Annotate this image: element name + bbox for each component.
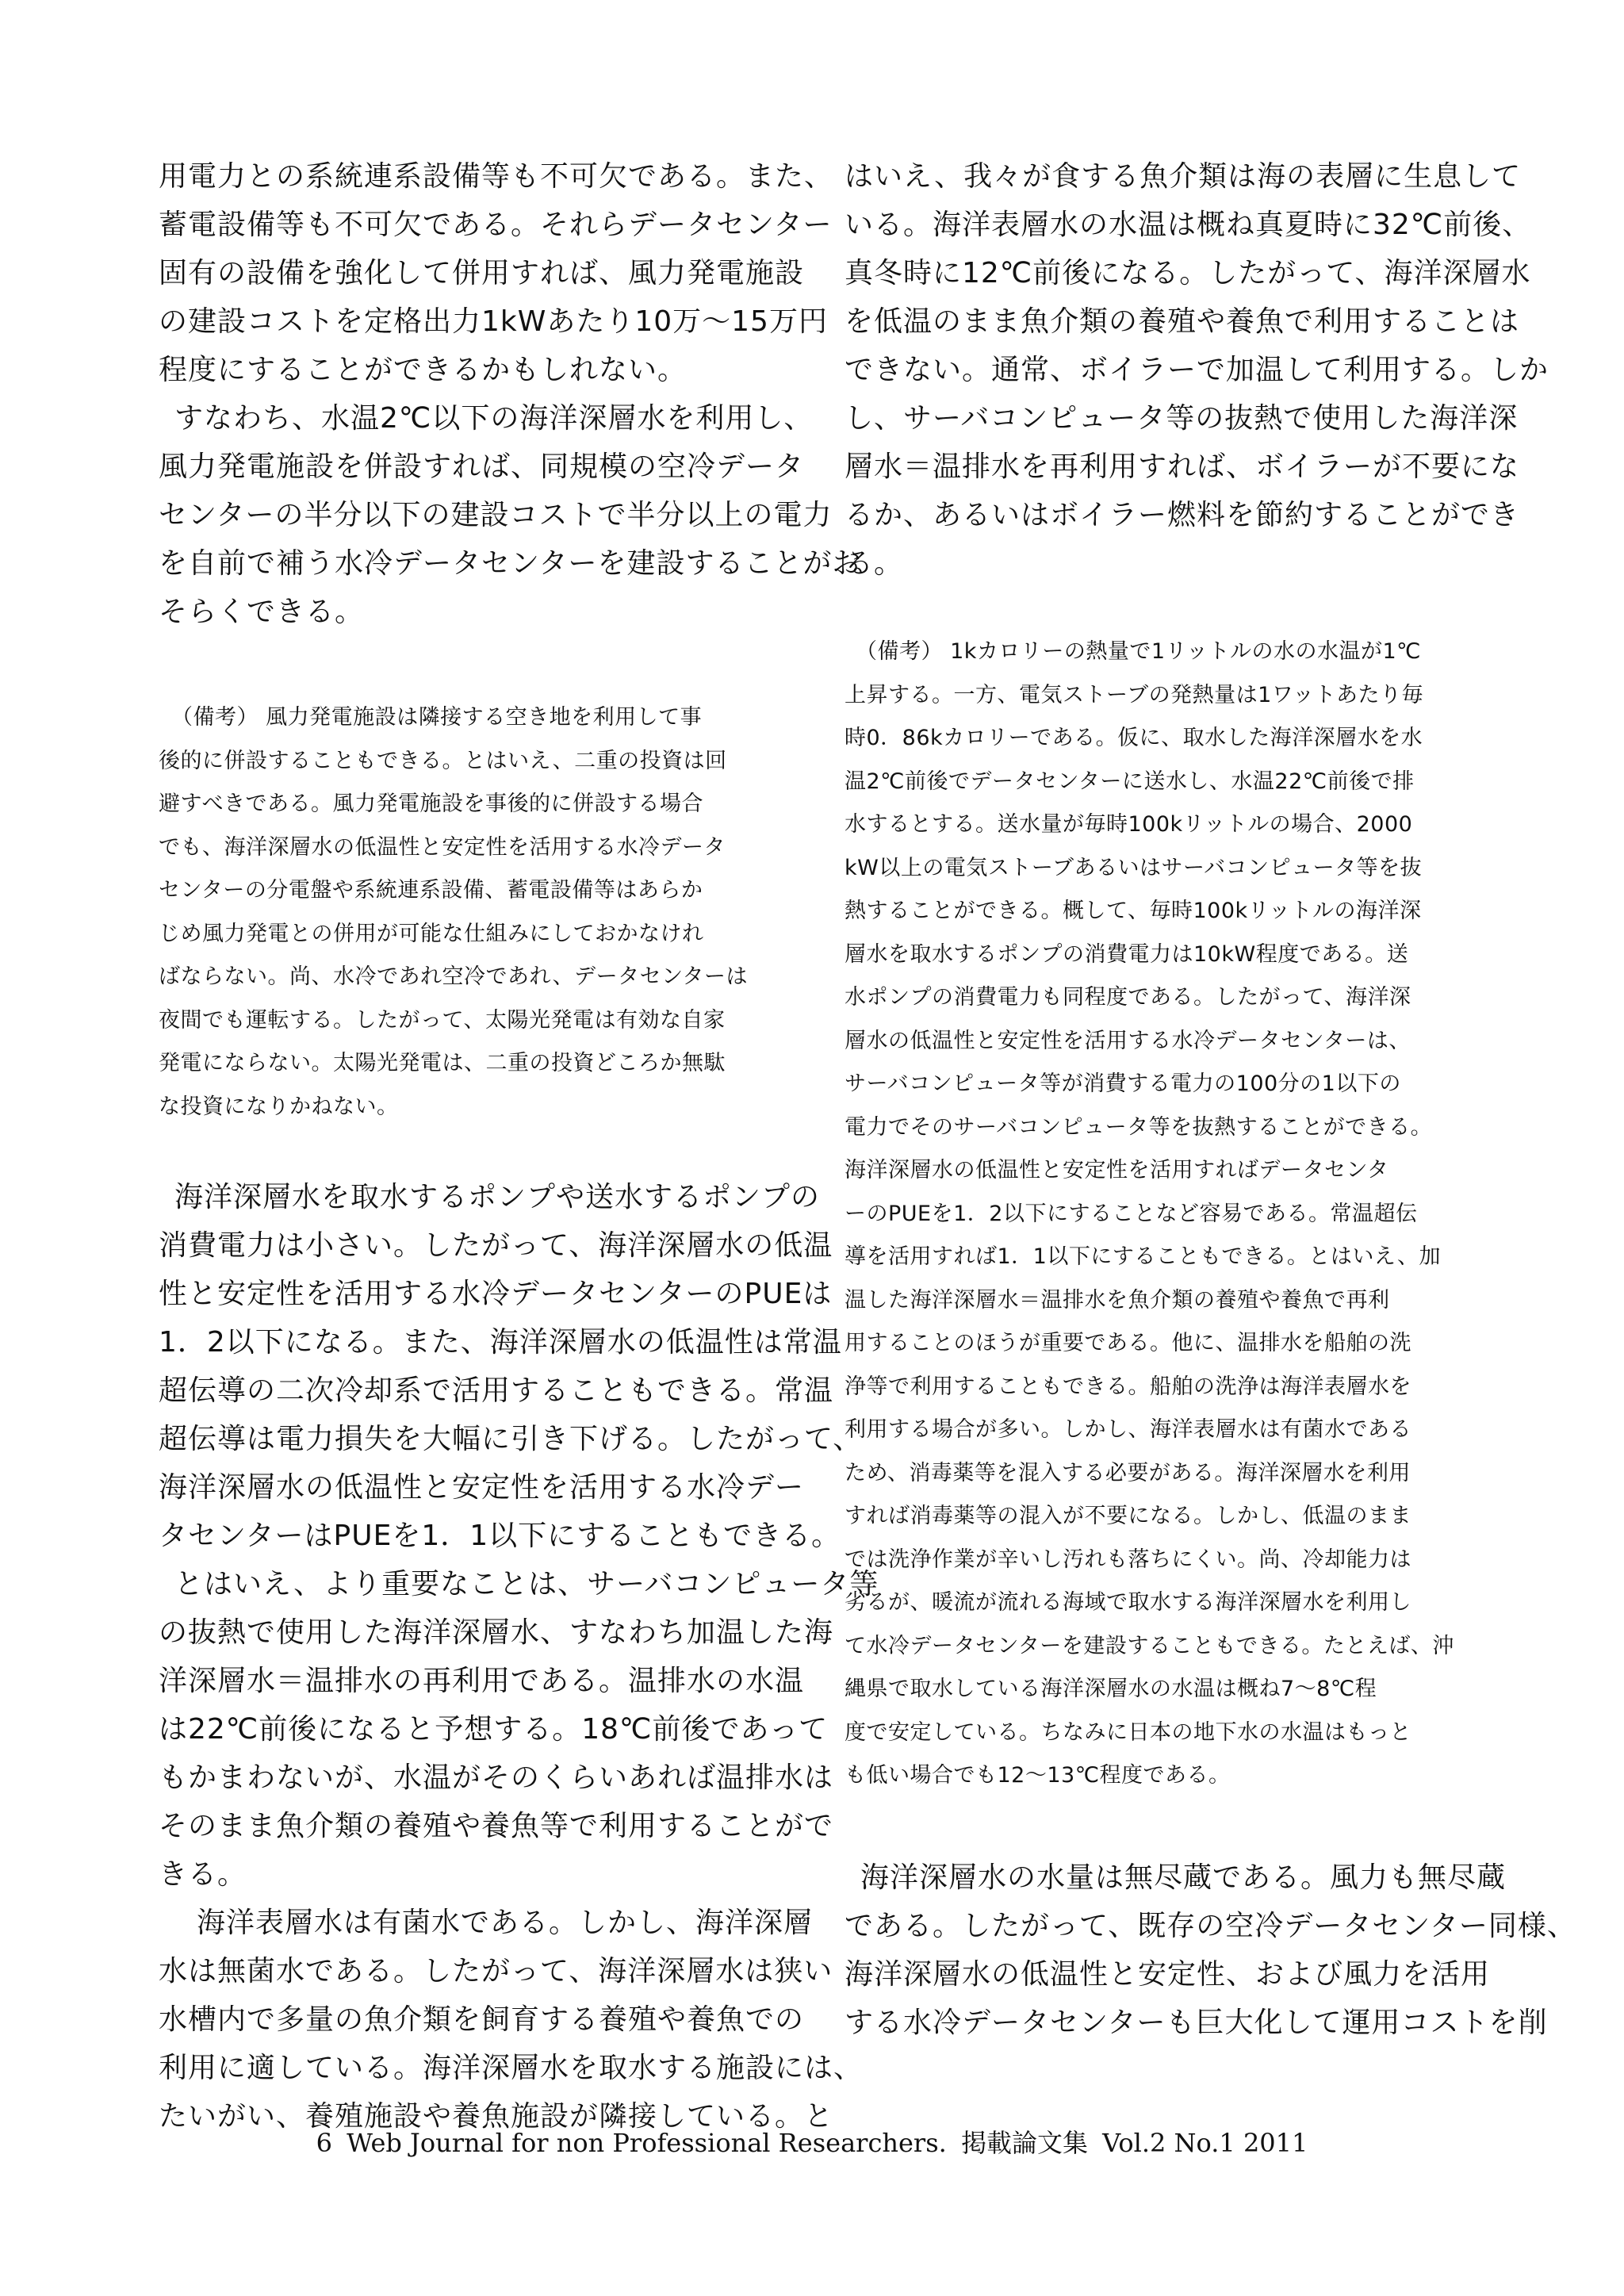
left-paragraph-2 bbox=[159, 394, 817, 443]
note-line: 温した海洋深層水＝温排水を魚介類の養殖や養魚で再利 bbox=[845, 1287, 1390, 1313]
note-line: kW以上の電気ストーブあるいはサーバコンピュータ等を抜 bbox=[845, 855, 1423, 880]
text-line: である。したがって、既存の空冷データセンター同様、 bbox=[845, 1909, 1576, 1942]
left-note-cont bbox=[159, 740, 817, 1129]
text-line: を低温のまま魚介類の養殖や養魚で利用することは bbox=[845, 305, 1520, 338]
text-line: 層水＝温排水を再利用すれば、ボイラーが不要にな bbox=[845, 450, 1520, 483]
text-line: とはいえ、より重要なことは、サーバコンピュータ等 bbox=[174, 1568, 879, 1600]
note-line: 利用する場合が多い。しかし、海洋表層水は有菌水である bbox=[845, 1417, 1411, 1442]
text-line: する水冷データセンターも巨大化して運用コストを削 bbox=[845, 2006, 1548, 2039]
text-line: そのまま魚介類の養殖や養魚等で利用することがで bbox=[159, 1810, 834, 1842]
note-line: 夜間でも運転する。したがって、太陽光発電は有効な自家 bbox=[159, 1007, 726, 1033]
note-line: な投資になりかねない。 bbox=[159, 1094, 399, 1119]
note-line: 層水を取水するポンプの消費電力は10kW程度である。送 bbox=[845, 941, 1409, 967]
text-line: 海洋深層水を取水するポンプや送水するポンプの bbox=[174, 1181, 821, 1213]
text-line: は22℃前後になると予想する。18℃前後であって bbox=[159, 1713, 829, 1746]
note-line: 時0．86kカロリーである。仮に、取水した海洋深層水を水 bbox=[845, 726, 1423, 750]
left-note bbox=[159, 696, 817, 740]
text-line: いる。海洋表層水の水温は概ね真夏時に32℃前後、 bbox=[845, 209, 1532, 241]
text-line: し、サーバコンピュータ等の抜熱で使用した海洋深 bbox=[845, 402, 1519, 435]
text-line: 水槽内で多量の魚介類を飼育する養殖や養魚での bbox=[159, 2003, 805, 2036]
section-name: 掲載論文集 bbox=[960, 2128, 1088, 2158]
note-line: 水ポンプの消費電力も同程度である。したがって、海洋深 bbox=[845, 985, 1411, 1010]
note-line: ため、消毒薬等を混入する必要がある。海洋深層水を利用 bbox=[845, 1460, 1411, 1485]
note-line: 電力でそのサーバコンピュータ等を抜熱することができる。 bbox=[845, 1114, 1433, 1140]
note-line: （備考） 1kカロリーの熱量で1リットルの水の水温が1℃ bbox=[856, 639, 1421, 664]
note-line: 層水の低温性と安定性を活用する水冷データセンターは、 bbox=[845, 1028, 1411, 1053]
text-line: 1．2以下になる。また、海洋深層水の低温性は常温 bbox=[159, 1326, 842, 1359]
text-line: を自前で補う水冷データセンターを建設することがお bbox=[159, 547, 862, 580]
right-column bbox=[845, 152, 1576, 2047]
note-line: センターの分電盤や系統連系設備、蓄電設備等はあらか bbox=[159, 878, 703, 903]
text-line: るか、あるいはボイラー燃料を節約することができ bbox=[845, 499, 1520, 531]
right-note bbox=[845, 631, 1479, 1798]
left-paragraph-2-cont bbox=[159, 443, 862, 636]
text-line: 超伝導の二次冷却系で活用することもできる。常温 bbox=[159, 1374, 834, 1407]
text-line: の建設コストを定格出力1kWあたり10万～15万円 bbox=[159, 305, 828, 338]
note-line: 熱することができる。概して、毎時100kリットルの海洋深 bbox=[845, 899, 1422, 923]
note-line: じめ風力発電との併用が可能な仕組みにしておかなけれ bbox=[159, 921, 704, 946]
left-column bbox=[159, 152, 879, 2141]
text-line: 程度にすることができるかもしれない。 bbox=[159, 354, 688, 386]
note-line: （備考） 風力発電施設は隣接する空き地を利用して事 bbox=[171, 705, 703, 730]
text-line: の抜熱で使用した海洋深層水、すなわち加温した海 bbox=[159, 1616, 834, 1649]
left-paragraph-3 bbox=[159, 1173, 863, 1560]
text-line: 利用に適している。海洋深層水を取水する施設には、 bbox=[159, 2052, 864, 2084]
note-line: 浄等で利用することもできる。船舶の洗浄は海洋表層水を bbox=[845, 1374, 1411, 1399]
note-line: サーバコンピュータ等が消費する電力の100分の1以下の bbox=[845, 1071, 1401, 1096]
text-line: すなわち、水温2℃以下の海洋深層水を利用し、 bbox=[174, 402, 814, 435]
note-line: て水冷データセンターを建設することもできる。たとえば、沖 bbox=[845, 1633, 1454, 1658]
right-paragraph-1 bbox=[845, 152, 1549, 588]
left-paragraph-4 bbox=[159, 1560, 879, 1899]
text-line: 性と安定性を活用する水冷データセンターのPUEは bbox=[159, 1278, 833, 1310]
text-line: 消費電力は小さい。したがって、海洋深層水の低温 bbox=[159, 1229, 833, 1262]
note-line: ばならない。尚、水冷であれ空冷であれ、データセンターは bbox=[159, 964, 749, 989]
text-line: タセンターはPUEを1．1以下にすることもできる。 bbox=[159, 1520, 841, 1552]
text-line: そらくできる。 bbox=[159, 596, 365, 628]
note-line: では洗浄作業が辛いし汚れも落ちにくい。尚、冷却能力は bbox=[845, 1547, 1411, 1572]
text-line: 超伝導は電力損失を大幅に引き下げる。したがって、 bbox=[159, 1423, 863, 1455]
text-line: 蓄電設備等も不可欠である。それらデータセンター bbox=[159, 209, 833, 241]
note-line: 縄県で取水している海洋深層水の水温は概ね7～8℃程 bbox=[845, 1677, 1377, 1701]
text-line: 海洋深層水の低温性と安定性を活用する水冷デー bbox=[159, 1471, 805, 1504]
note-line: 導を活用すれば1．1以下にすることもできる。とはいえ、加 bbox=[845, 1244, 1441, 1269]
note-line: ーのPUEを1．2以下にすることなど容易である。常温超伝 bbox=[845, 1201, 1418, 1226]
text-line: できない。通常、ボイラーで加温して利用する。しか bbox=[845, 354, 1549, 386]
note-line: 用することのほうが重要である。他に、温排水を船舶の洗 bbox=[845, 1331, 1411, 1355]
note-line: 劣るが、暖流が流れる海域で取水する海洋深層水を利用し bbox=[845, 1590, 1411, 1615]
note-line: 避すべきである。風力発電施設を事後的に併設する場合 bbox=[159, 792, 703, 816]
text-line: 洋深層水＝温排水の再利用である。温排水の水温 bbox=[159, 1665, 805, 1697]
text-line: もかまわないが、水温がそのくらいあれば温排水は bbox=[159, 1761, 834, 1794]
text-line: る。 bbox=[845, 547, 904, 580]
page-footer bbox=[0, 2127, 1624, 2159]
text-line: 固有の設備を強化して併用すれば、風力発電施設 bbox=[159, 257, 805, 289]
text-line: 海洋深層水の水量は無尽蔵である。風力も無尽蔵 bbox=[860, 1861, 1507, 1894]
page-number: 6 bbox=[316, 2128, 332, 2158]
text-line: 風力発電施設を併設すれば、同規模の空冷データ bbox=[159, 450, 805, 483]
text-line: 海洋深層水の低温性と安定性、および風力を活用 bbox=[845, 1957, 1491, 1991]
note-line: 度で安定している。ちなみに日本の地下水の水温はもっと bbox=[845, 1719, 1411, 1745]
text-line: 用電力との系統連系設備等も不可欠である。また、 bbox=[159, 160, 834, 193]
text-line: たいがい、養殖施設や養魚施設が隣接している。と bbox=[159, 2100, 834, 2133]
note-line: 水するとする。送水量が毎時100kリットルの場合、2000 bbox=[845, 812, 1413, 837]
note-line: 上昇する。一方、電気ストーブの発熱量は1ワットあたり毎 bbox=[845, 682, 1423, 707]
text-line: きる。 bbox=[159, 1858, 247, 1891]
text-line: 水は無菌水である。したがって、海洋深層水は狭い bbox=[159, 1955, 833, 1987]
left-paragraph-5 bbox=[159, 1899, 864, 2141]
note-line: 後的に併設することもできる。とはいえ、二重の投資は回 bbox=[159, 748, 727, 773]
note-line: も低い場合でも12～13℃程度である。 bbox=[845, 1763, 1231, 1788]
right-paragraph-2 bbox=[845, 1853, 1576, 2047]
text-line: センターの半分以下の建設コストで半分以上の電力 bbox=[159, 499, 833, 531]
volume-info: Vol.2 No.1 2011 bbox=[1102, 2128, 1308, 2158]
text-line: 真冬時に12℃前後になる。したがって、海洋深層水 bbox=[845, 257, 1531, 289]
journal-name: Web Journal for non Professional Researchers. bbox=[347, 2128, 947, 2158]
note-line: 海洋深層水の低温性と安定性を活用すればデータセンタ bbox=[845, 1158, 1389, 1182]
note-line: 温2℃前後でデータセンターに送水し、水温22℃前後で排 bbox=[845, 769, 1415, 794]
note-line: 発電にならない。太陽光発電は、二重の投資どころか無駄 bbox=[159, 1051, 726, 1075]
left-paragraph-1 bbox=[159, 152, 834, 394]
note-line: すれば消毒薬等の混入が不要になる。しかし、低温のまま bbox=[845, 1504, 1411, 1528]
text-line: 海洋表層水は有菌水である。しかし、海洋深層 bbox=[197, 1907, 814, 1939]
note-line: でも、海洋深層水の低温性と安定性を活用する水冷データ bbox=[159, 834, 726, 860]
text-line: はいえ、我々が食する魚介類は海の表層に生息して bbox=[845, 160, 1522, 193]
